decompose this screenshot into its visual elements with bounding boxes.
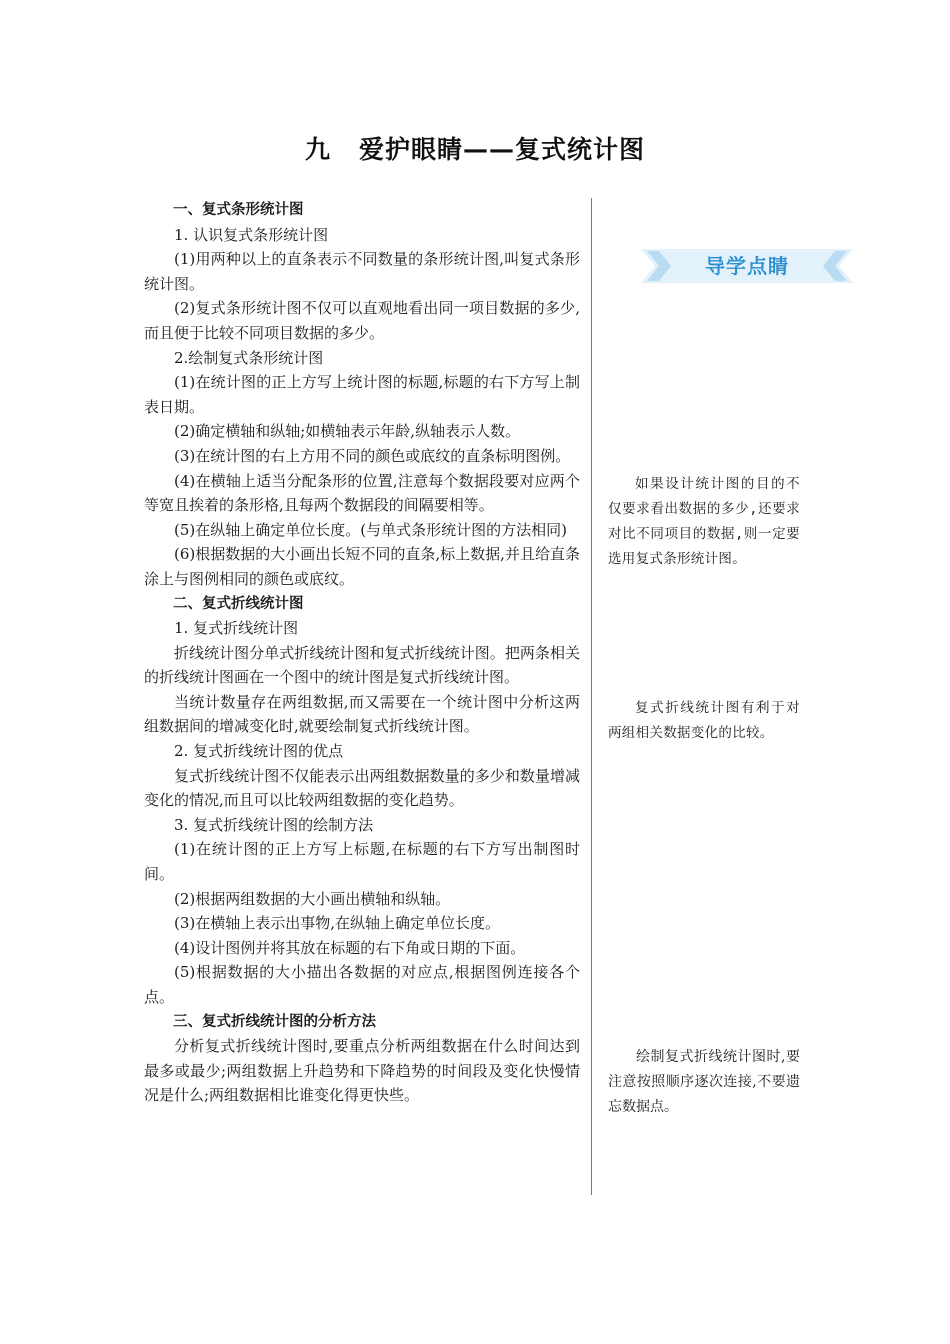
body-paragraph: (2)复式条形统计图不仅可以直观地看出同一项目数据的多少,而且便于比较不同项目数据的多少。	[144, 299, 580, 342]
side-note-3	[608, 1045, 800, 1120]
body-paragraph: (1)在统计图的正上方写上标题,在标题的右下方写出制图时间。	[144, 840, 580, 884]
body-paragraph: (4)设计图例并将其放在标题的右下角或日期的下面。	[174, 938, 526, 957]
subsection-heading: 2.绘制复式条形统计图	[174, 348, 324, 367]
guide-banner	[641, 249, 853, 283]
side-note-1	[608, 472, 800, 572]
section-heading: 一、复式条形统计图	[173, 202, 304, 218]
body-paragraph: 折线统计图分单式折线统计图和复式折线统计图。把两条相关的折线统计图画在一个图中的统计图是复式折线统计图。	[144, 643, 580, 687]
body-paragraph: (5)在纵轴上确定单位长度。(与单式条形统计图的方法相同)	[174, 520, 567, 539]
body-paragraph: (1)在统计图的正上方写上统计图的标题,标题的右下方写上制表日期。	[144, 373, 580, 416]
subsection-heading: 1. 复式折线统计图	[174, 619, 299, 638]
subsection-heading: 2. 复式折线统计图的优点	[174, 742, 344, 761]
subsection-heading: 1. 认识复式条形统计图	[174, 225, 329, 244]
side-note-text: 绘制复式折线统计图时,要注意按照顺序逐次连接,不要遗忘数据点。	[608, 1049, 800, 1115]
body-paragraph: (6)根据数据的大小画出长短不同的直条,标上数据,并且给直条涂上与图例相同的颜色或底纹。	[144, 545, 580, 588]
section-heading: 二、复式折线统计图	[173, 595, 304, 612]
body-paragraph: (5)根据数据的大小描出各数据的对应点,根据图例连接各个点。	[144, 963, 580, 1006]
body-paragraph: (3)在统计图的右上方用不同的颜色或底纹的直条标明图例。	[174, 446, 571, 465]
body-paragraph: 当统计数量存在两组数据,而又需要在一个统计图中分析这两组数据间的增减变化时,就要绘制复式折线统计图。	[144, 692, 580, 736]
column-divider	[591, 198, 592, 1195]
chapter-title: 爱护眼睛——复式统计图	[359, 135, 646, 164]
body-paragraph: 复式折线统计图不仅能表示出两组数据数量的多少和数量增减变化的情况,而且可以比较两组数据的变化趋势。	[144, 766, 580, 810]
side-note-text: 复式折线统计图有利于对两组相关数据变化的比较。	[608, 700, 800, 741]
body-paragraph: 分析复式折线统计图时,要重点分析两组数据在什么时间达到最多或最少;两组数据上升趋势和下降趋势的时间段及变化快慢情况是什么;两组数据相比谁变化得更快些。	[144, 1037, 580, 1105]
main-content	[144, 198, 580, 1108]
chapter-number: 九	[304, 135, 331, 164]
subsection-heading: 3. 复式折线统计图的绘制方法	[174, 815, 374, 834]
body-paragraph: (4)在横轴上适当分配条形的位置,注意每个数据段要对应两个等宽且挨着的条形格,且每两个数据段的间隔要相等。	[144, 471, 580, 515]
side-note-2	[608, 696, 800, 746]
body-paragraph: (1)用两种以上的直条表示不同数量的条形统计图,叫复式条形统计图。	[144, 250, 580, 293]
body-paragraph: (2)根据两组数据的大小画出横轴和纵轴。	[174, 889, 451, 908]
body-paragraph: (3)在横轴上表示出事物,在纵轴上确定单位长度。	[174, 914, 501, 933]
section-heading: 三、复式折线统计图的分析方法	[173, 1013, 376, 1030]
body-paragraph: (2)确定横轴和纵轴;如横轴表示年龄,纵轴表示人数。	[174, 422, 521, 441]
page-title	[0, 130, 950, 166]
banner-label: 导学点睛	[705, 254, 789, 278]
side-note-text: 如果设计统计图的目的不仅要求看出数据的多少,还要求对比不同项目的数据,则一定要选用复式条形统计图。	[608, 476, 800, 567]
